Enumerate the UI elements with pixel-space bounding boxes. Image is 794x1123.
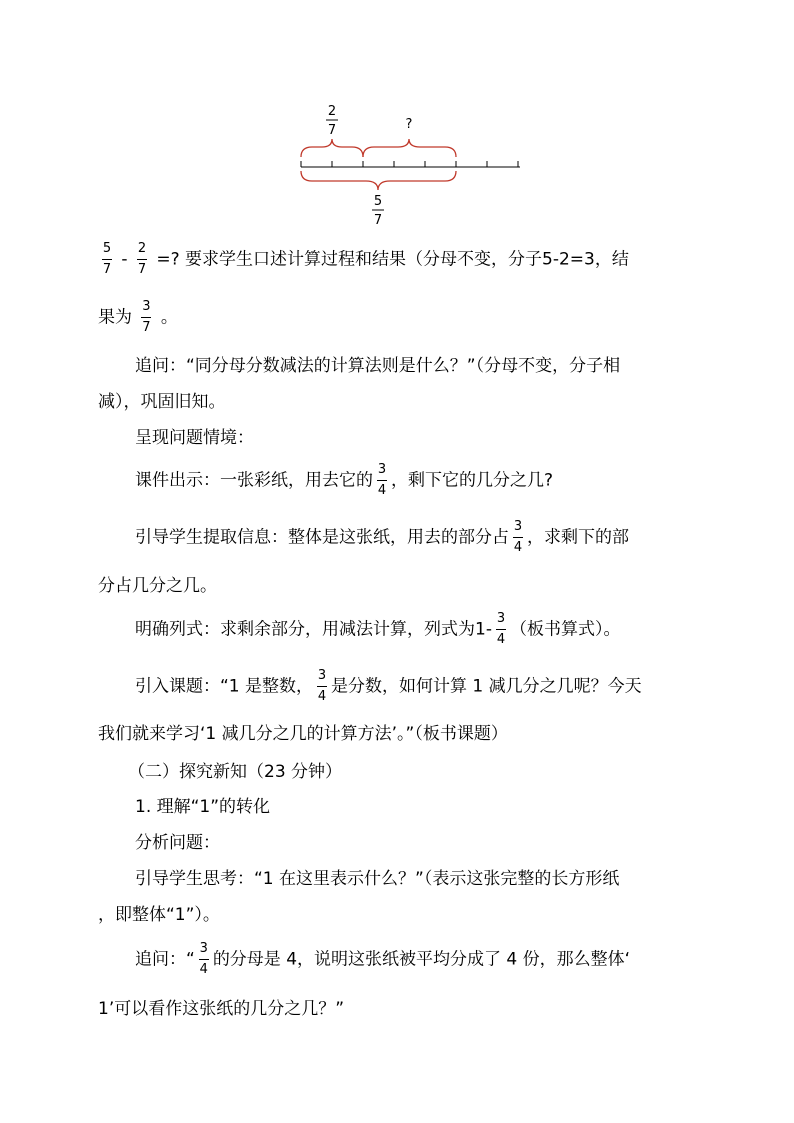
think-line1: 引导学生思考：“1 在这里表示什么？”（表示这张完整的长方形纸 — [135, 869, 620, 889]
present-heading: 呈现问题情境： — [135, 428, 254, 448]
top-fraction-numerator: 2 — [327, 104, 337, 119]
guide-info-line1: 引导学生提取信息：整体是这张纸，用去的部分占 $\frac{3}{4}$ ，求剩下的部 — [135, 519, 629, 555]
guide-info-line2: 分占几分之几。 — [98, 576, 217, 596]
followup2-line1: 追问：“ $\frac{3}{4}$ 的分母是 4，说明这张纸被平均分成了 4 份，那么整体‘ — [135, 941, 631, 977]
topic-line2: 我们就来学习‘1 减几分之几的计算方法’。”（板书课题） — [98, 724, 508, 744]
fraction-3-4: $\frac{3}{4}$ — [317, 668, 327, 704]
analyze-heading: 分析问题： — [135, 833, 220, 853]
fraction-3-4: $\frac{3}{4}$ — [199, 941, 208, 977]
fraction-3-4: $\frac{3}{4}$ — [496, 611, 506, 647]
fraction-3-7: $\frac{3}{7}$ — [142, 299, 151, 335]
item-heading: 1. 理解“1”的转化 — [135, 797, 271, 817]
fraction-3-4: $\frac{3}{4}$ — [377, 462, 387, 498]
result-line: 果为 $\frac{3}{7}$ 。 — [98, 299, 178, 335]
equation-text: =? 要求学生口述计算过程和结果（分母不变，分子5-2=3，结 — [156, 249, 629, 270]
number-line-diagram — [280, 95, 540, 235]
followup1-line2: 减），巩固旧知。 — [98, 392, 226, 412]
number-line-ticks — [301, 161, 518, 167]
top-brace-left — [301, 139, 363, 157]
courseware-line: 课件出示：一张彩纸，用去它的 $\frac{3}{4}$ ，剩下它的几分之几? — [135, 462, 554, 498]
bottom-fraction-denominator: 7 — [373, 213, 383, 228]
minus-sign: - — [121, 249, 128, 270]
formula-line: 明确列式：求剩余部分，用减法计算，列式为1- $\frac{3}{4}$ （板书算式）。 — [135, 611, 621, 647]
bottom-brace — [301, 171, 456, 190]
fraction-5-7: $\frac{5}{7}$ — [102, 241, 112, 277]
equation-line — [98, 242, 698, 277]
topic-line1: 引入课题：“1 是整数， $\frac{3}{4}$ 是分数，如何计算 1 减几分之几呢？今天 — [135, 668, 642, 704]
top-fraction-denominator: 7 — [327, 123, 337, 138]
followup1-line1: 追问：“同分母分数减法的计算法则是什么？”（分母不变，分子相 — [135, 356, 621, 376]
section-heading: （二）探究新知（23 分钟） — [128, 762, 343, 782]
fraction-3-4: $\frac{3}{4}$ — [513, 519, 523, 555]
top-brace-right — [363, 139, 456, 157]
followup2-line2: 1’可以看作这张纸的几分之几？” — [98, 999, 345, 1019]
fraction-2-7: $\frac{2}{7}$ — [137, 241, 147, 277]
question-mark: ? — [405, 117, 413, 132]
bottom-fraction-numerator: 5 — [373, 194, 383, 209]
think-line2: ，即整体“1”）。 — [98, 905, 220, 925]
